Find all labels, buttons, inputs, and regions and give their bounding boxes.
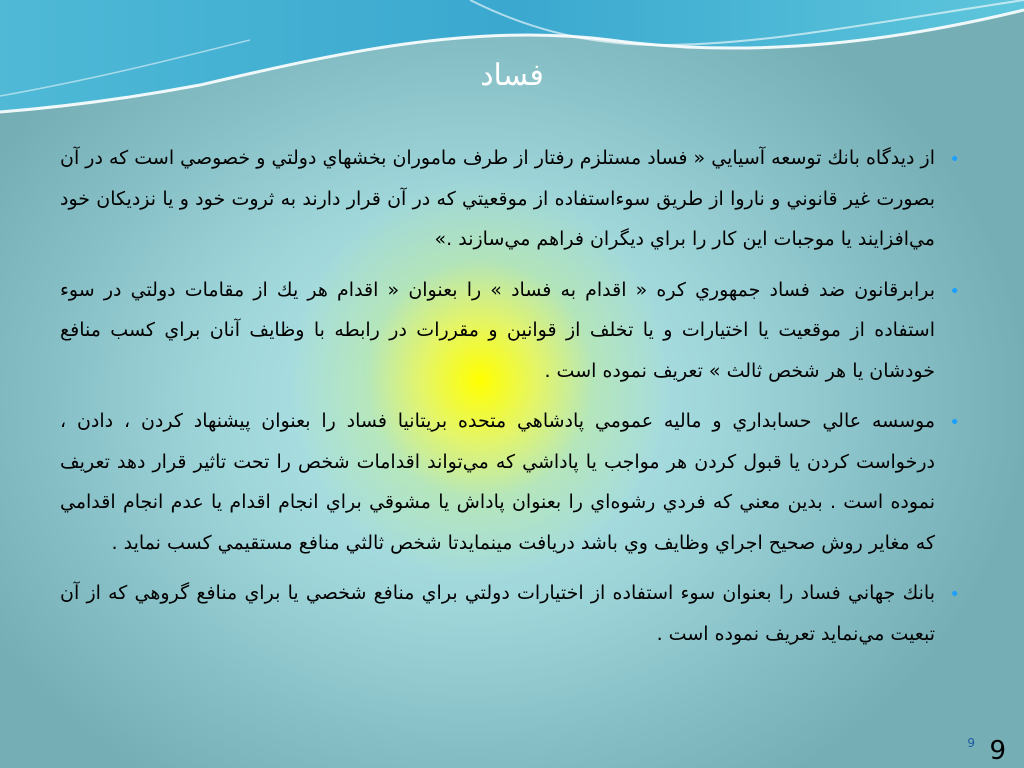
bullet-icon: •: [949, 280, 960, 302]
bullet-icon: •: [949, 584, 960, 605]
bullet-paragraph: [60, 270, 960, 392]
slide-body: [60, 138, 960, 664]
slide-title: فساد: [480, 58, 544, 93]
paragraph-text: از ديدگاه بانك توسعه آسيايي « فساد مستلزم رفتار از طرف ماموران بخشهاي دولتي و خصوصي است كه در آن بصورت غير قانوني و ناروا از طريق سوءاستفاده از موقعيتي كه در آن قرار دارند به ثروت خود و يا نزديكان خود مي‌افزايند يا موجبات اين كار را براي ديگران فراهم مي‌سازند .»: [60, 147, 935, 250]
bullet-icon: •: [949, 149, 960, 170]
paragraph-text: موسسه عالي حسابداري و ماليه عمومي پادشاهي متحده بريتانيا فساد را بعنوان پيشنهاد كردن ، دادن ، درخواست كردن يا قبول كردن هر مواجب يا پاداشي كه مي‌تواند اقدامات شخص را تحت تاثير قرار دهد تعريف نموده است . بدين معني كه فردي رشوه‌اي را بعنوان پاداش يا مشوقي براي انجام اقدام يا عدم انجام اقدامي كه مغاير روش صحيح اجراي وظايف وي باشد دريافت مينمايدتا شخص ثالثي منافع مستقيمي كسب نمايد .: [60, 410, 935, 554]
bullet-paragraph: [60, 138, 960, 260]
paragraph-text: برابرقانون ضد فساد جمهوري كره « اقدام به فساد » را بعنوان « اقدام هر يك از مقامات دولتي در سوء استفاده از موقعيت يا اختيارات و يا تخلف از قوانين و مقررات در رابطه با وظايف آنان براي كسب منافع خودشان يا هر شخص ثالث » تعريف نموده است .: [60, 278, 935, 382]
bullet-icon: •: [949, 412, 960, 433]
bullet-paragraph: [60, 401, 960, 563]
page-number-small: 9: [967, 736, 975, 750]
paragraph-text: بانك جهاني فساد را بعنوان سوء استفاده از اختيارات دولتي براي منافع شخصي يا براي منافع گروهي كه از آن تبعيت مي‌نمايد تعريف نموده است .: [60, 582, 935, 645]
page-number: 9: [989, 736, 1006, 766]
bullet-paragraph: [60, 573, 960, 654]
